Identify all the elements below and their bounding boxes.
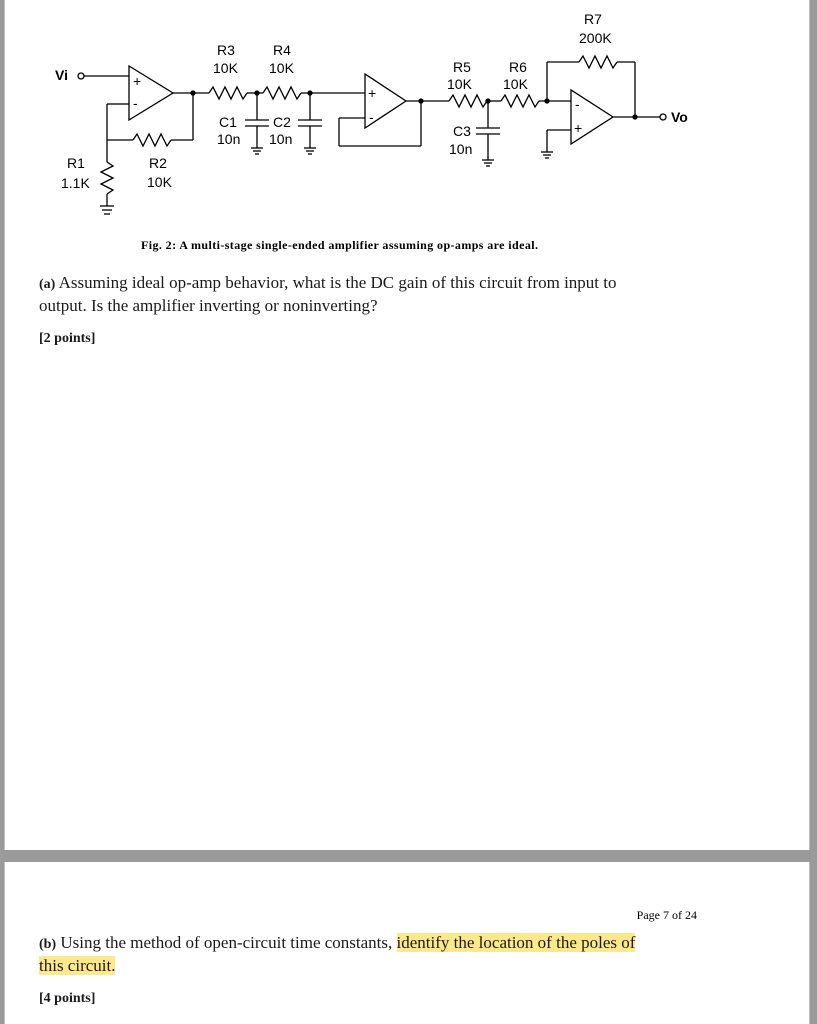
r1-name: R1 (67, 155, 85, 171)
question-a (39, 272, 739, 316)
page-number: Page 7 of 24 (636, 908, 697, 922)
svg-text:-: - (133, 95, 138, 111)
r1-resistor (101, 162, 113, 194)
r6-name: R6 (509, 59, 527, 75)
page-7-top (4, 0, 810, 850)
c2-value: 10n (269, 131, 293, 147)
r5-name: R5 (453, 59, 471, 75)
r6-resistor (501, 95, 539, 107)
svg-text:-: - (369, 109, 374, 125)
figure-caption: Fig. 2: A multi-stage single-ended amplifier assuming op-amps are ideal. (141, 238, 539, 252)
r3-value: 10K (213, 60, 238, 76)
r7-name: R7 (584, 11, 602, 27)
svg-text:+: + (133, 73, 142, 89)
question-b-highlight-2: this circuit. (39, 956, 116, 975)
r6-value: 10K (503, 76, 528, 92)
r5-value: 10K (447, 76, 472, 92)
c3-name: C3 (453, 123, 471, 139)
r5-resistor (449, 95, 487, 107)
r2-name: R2 (149, 155, 167, 171)
question-b-points: [4 points] (39, 991, 96, 1006)
svg-text:+: + (574, 120, 583, 136)
c2-name: C2 (273, 114, 291, 130)
r1-value: 1.1K (61, 175, 90, 191)
r7-resistor (579, 56, 617, 68)
question-a-line2: output. Is the amplifier inverting or noninverting? (39, 296, 378, 315)
svg-text:-: - (575, 96, 580, 112)
r3-name: R3 (217, 42, 235, 58)
c1-value: 10n (217, 131, 241, 147)
r2-resistor (133, 134, 171, 146)
vi-terminal (78, 73, 84, 79)
question-b (39, 932, 739, 976)
r2-value: 10K (147, 174, 172, 190)
page-7-bottom (4, 862, 810, 1024)
r3-resistor (209, 87, 247, 99)
question-b-text: Using the method of open-circuit time constants, (60, 933, 393, 952)
circuit-schematic (5, 0, 809, 230)
r4-resistor (263, 87, 301, 99)
c1-name: C1 (219, 114, 237, 130)
vo-terminal (660, 114, 666, 120)
r4-value: 10K (269, 60, 294, 76)
question-b-label: (b) (39, 937, 57, 952)
svg-text:+: + (368, 85, 377, 101)
c3-value: 10n (449, 141, 473, 157)
question-a-points: [2 points] (39, 331, 96, 346)
r7-value: 200K (579, 30, 612, 46)
question-b-highlight-1: identify the location of the poles of (396, 933, 636, 952)
question-a-line1: Assuming ideal op-amp behavior, what is the DC gain of this circuit from input to (58, 273, 617, 292)
vi-label: Vi (55, 67, 68, 83)
vo-label: Vo (671, 109, 688, 125)
r4-name: R4 (273, 42, 291, 58)
question-a-label: (a) (39, 277, 56, 292)
